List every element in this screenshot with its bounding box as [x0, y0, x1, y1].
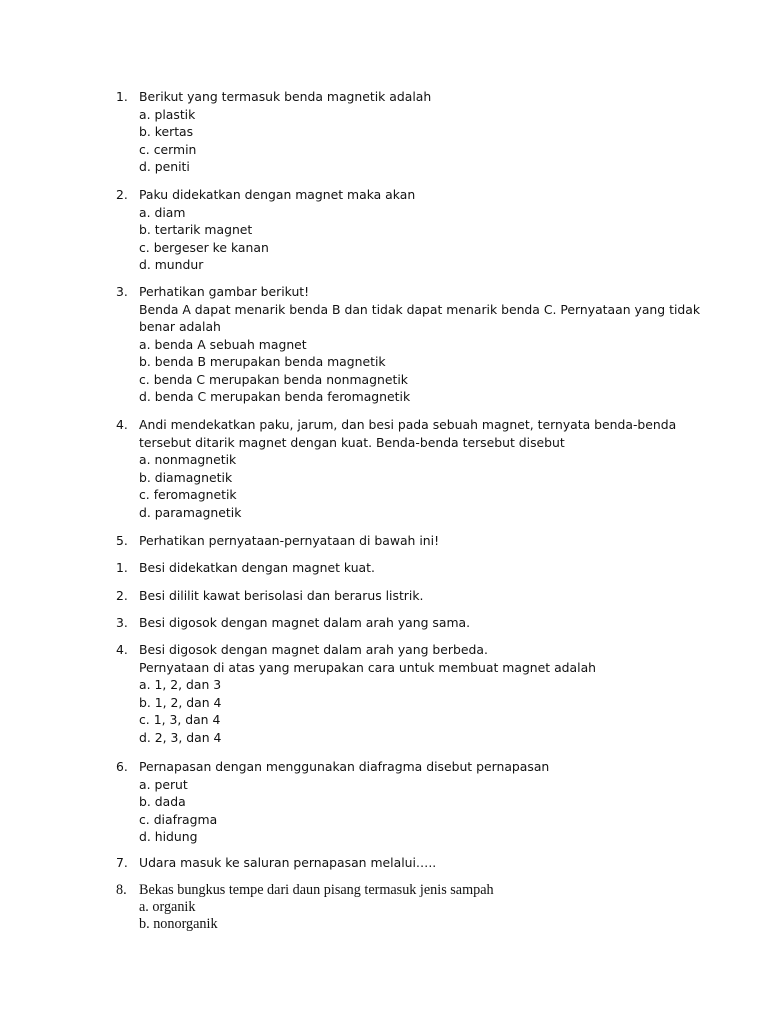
- question-number: 2.: [116, 588, 128, 603]
- question-number: 1.: [116, 560, 128, 575]
- question-text: Perhatikan gambar berikut!: [139, 284, 310, 299]
- answer-option: b. diamagnetik: [139, 469, 233, 485]
- answer-option: a. nonmagnetik: [139, 452, 237, 467]
- question-text: Besi digosok dengan magnet dalam arah yang sama.: [139, 615, 471, 630]
- question-number: 5.: [116, 533, 128, 548]
- answer-option: b. nonorganik: [139, 916, 218, 932]
- question-number: 3.: [116, 615, 128, 630]
- answer-option: b. benda B merupakan benda magnetik: [139, 354, 386, 369]
- question-text: Pernyataan di atas yang merupakan cara untuk membuat magnet adalah: [139, 659, 597, 675]
- answer-option: d. benda C merupakan benda feromagnetik: [139, 389, 411, 404]
- question-text: Besi dililit kawat berisolasi dan berarus listrik.: [139, 588, 424, 603]
- question-text: Besi digosok dengan magnet dalam arah yang berbeda.: [139, 642, 488, 657]
- answer-option: c. benda C merupakan benda nonmagnetik: [139, 371, 408, 387]
- answer-option: d. hidung: [139, 829, 198, 844]
- answer-option: c. feromagnetik: [139, 487, 237, 502]
- answer-option: a. benda A sebuah magnet: [139, 336, 307, 352]
- question-text: Udara masuk ke saluran pernapasan melalui…..: [139, 855, 437, 870]
- answer-option: b. 1, 2, dan 4: [139, 694, 222, 710]
- question-text: Benda A dapat menarik benda B dan tidak dapat menarik benda C. Pernyataan yang tidak: [139, 301, 701, 317]
- question-text: Andi mendekatkan paku, jarum, dan besi pada sebuah magnet, ternyata benda-benda: [139, 417, 677, 432]
- answer-option: a. organik: [139, 899, 196, 915]
- answer-option: c. diafragma: [139, 811, 218, 827]
- question-number: 2.: [116, 187, 128, 202]
- question-number: 7.: [116, 855, 128, 870]
- question-number: 1.: [116, 89, 128, 104]
- question-text: Bekas bungkus tempe dari daun pisang termasuk jenis sampah: [139, 882, 494, 898]
- answer-option: a. 1, 2, dan 3: [139, 677, 222, 692]
- answer-option: a. diam: [139, 204, 186, 220]
- question-text: Perhatikan pernyataan-pernyataan di bawah ini!: [139, 533, 440, 548]
- answer-option: b. dada: [139, 794, 186, 809]
- question-text: Pernapasan dengan menggunakan diafragma disebut pernapasan: [139, 759, 550, 774]
- answer-option: d. 2, 3, dan 4: [139, 729, 222, 745]
- answer-option: b. tertarik magnet: [139, 222, 253, 237]
- question-number: 6.: [116, 759, 128, 774]
- answer-option: a. plastik: [139, 106, 196, 122]
- question-text: Besi didekatkan dengan magnet kuat.: [139, 560, 375, 575]
- answer-option: a. perut: [139, 776, 188, 792]
- question-number: 4.: [116, 642, 128, 657]
- answer-option: d. paramagnetik: [139, 504, 242, 520]
- question-text: benar adalah: [139, 319, 221, 334]
- question-number: 4.: [116, 417, 128, 432]
- answer-option: b. kertas: [139, 124, 194, 139]
- answer-option: d. mundur: [139, 257, 204, 272]
- question-text: Paku didekatkan dengan magnet maka akan: [139, 187, 416, 202]
- question-text: Berikut yang termasuk benda magnetik adalah: [139, 89, 432, 104]
- answer-option: c. cermin: [139, 141, 197, 157]
- answer-option: d. peniti: [139, 159, 190, 174]
- question-text: tersebut ditarik magnet dengan kuat. Benda-benda tersebut disebut: [139, 434, 565, 450]
- question-number: 3.: [116, 284, 128, 299]
- answer-option: c. 1, 3, dan 4: [139, 712, 221, 727]
- answer-option: c. bergeser ke kanan: [139, 239, 269, 255]
- question-number: 8.: [116, 882, 127, 898]
